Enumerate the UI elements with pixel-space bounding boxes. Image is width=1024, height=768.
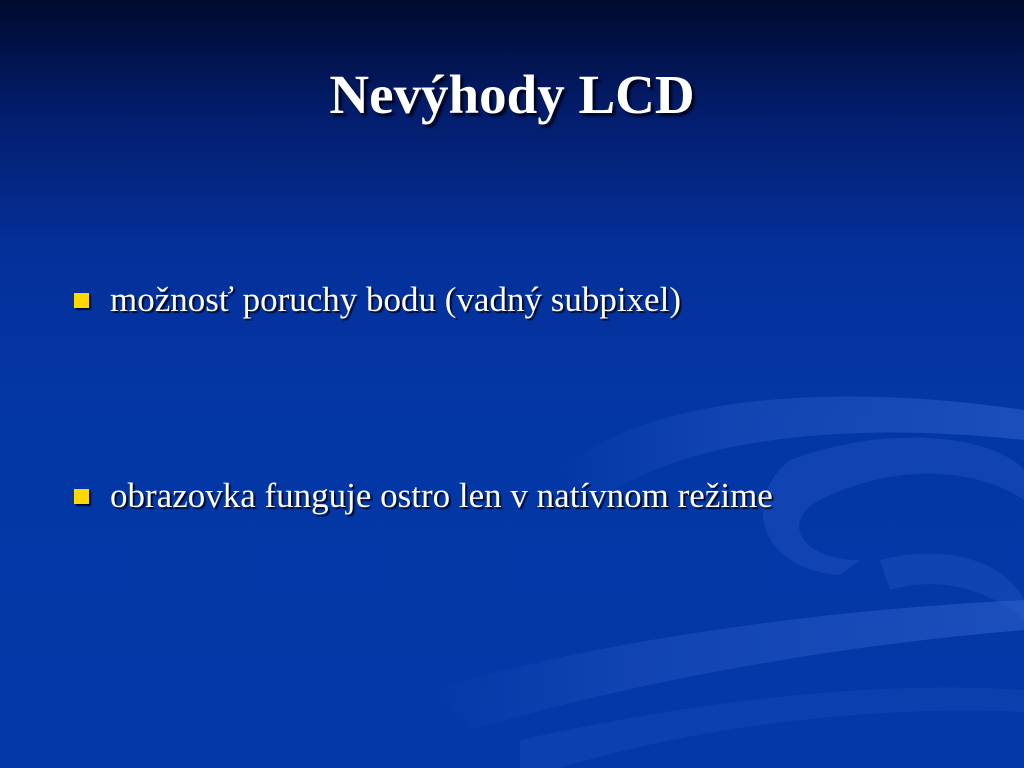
swirl-band-bottom (520, 687, 1024, 768)
bullet-item (74, 473, 773, 519)
bullet-text: obrazovka funguje ostro len v natívnom režime (110, 476, 773, 515)
square-bullet-icon (74, 489, 89, 504)
bullet-item (74, 277, 681, 323)
bullet-text: možnosť poruchy bodu (vadný subpixel) (110, 280, 681, 319)
swirl-arc-right (763, 438, 1024, 575)
slide-title: Nevýhody LCD (329, 64, 695, 125)
square-bullet-icon (74, 293, 89, 308)
